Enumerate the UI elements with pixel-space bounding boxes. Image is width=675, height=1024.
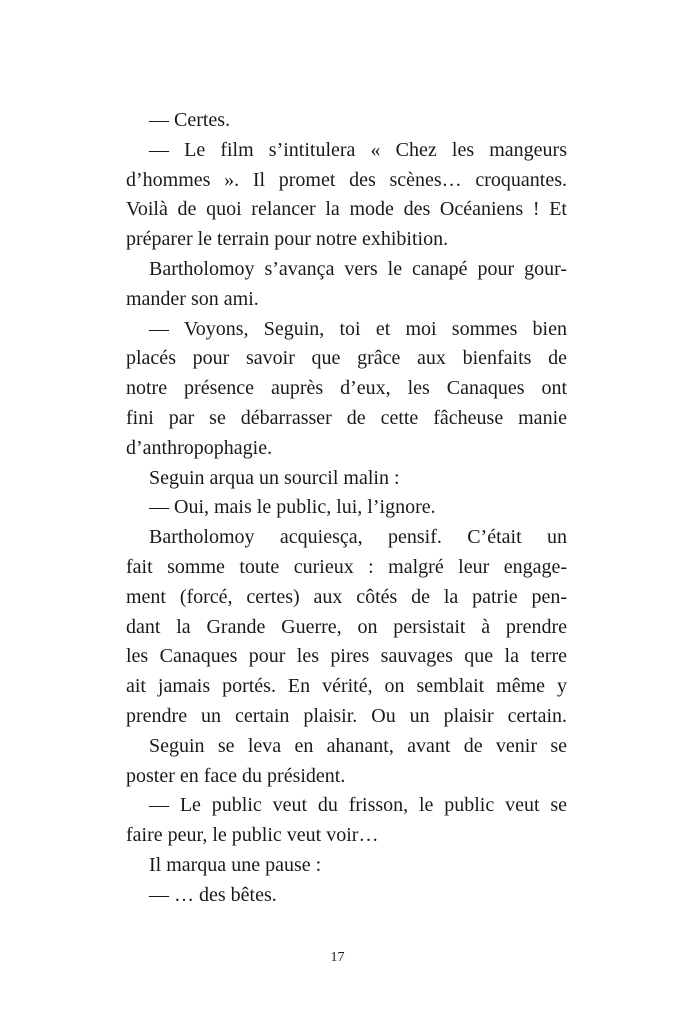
text-line: poster en face du président. xyxy=(126,764,346,787)
text-line: les Canaques pour les pires sauvages que la terre xyxy=(126,645,567,668)
text-line: — Le film s’intitulera « Chez les mangeurs xyxy=(149,138,567,161)
body-text xyxy=(126,106,567,911)
text-line: placés pour savoir que grâce aux bienfaits de xyxy=(126,347,567,370)
text-line: fini par se débarrasser de cette fâcheuse manie xyxy=(126,406,567,429)
text-line: préparer le terrain pour notre exhibition. xyxy=(126,228,449,251)
text-line: — … des bêtes. xyxy=(149,883,277,906)
text-line: Seguin se leva en ahanant, avant de venir se xyxy=(149,734,567,757)
text-line: — Voyons, Seguin, toi et moi sommes bien xyxy=(149,317,567,340)
text-line: — Certes. xyxy=(149,109,231,131)
text-line: Il marqua une pause : xyxy=(149,853,322,876)
text-line: prendre un certain plaisir. Ou un plaisir certain. xyxy=(126,704,567,727)
text-line: notre présence auprès d’eux, les Canaques ont xyxy=(126,377,567,400)
text-line: d’hommes ». Il promet des scènes… croquantes. xyxy=(126,168,567,191)
text-line: ment (forcé, certes) aux côtés de la patrie pen- xyxy=(126,585,567,608)
text-line: — Le public veut du frisson, le public veut se xyxy=(149,794,567,817)
text-line: fait somme toute curieux : malgré leur engage- xyxy=(126,555,567,578)
text-line: d’anthropophagie. xyxy=(126,436,273,459)
text-line: ait jamais portés. En vérité, on semblait même y xyxy=(126,675,567,698)
text-line: Seguin arqua un sourcil malin : xyxy=(149,466,400,489)
text-line: dant la Grande Guerre, on persistait à prendre xyxy=(126,615,567,638)
text-line: Bartholomoy s’avança vers le canapé pour gour- xyxy=(149,257,567,280)
text-line: faire peur, le public veut voir… xyxy=(126,824,379,847)
text-line: — Oui, mais le public, lui, l’ignore. xyxy=(149,496,436,519)
page-number: 17 xyxy=(330,950,345,965)
text-line: Bartholomoy acquiesça, pensif. C’était un xyxy=(149,526,567,549)
text-line: Voilà de quoi relancer la mode des Océaniens ! Et xyxy=(126,198,567,221)
text-line: mander son ami. xyxy=(126,287,259,310)
